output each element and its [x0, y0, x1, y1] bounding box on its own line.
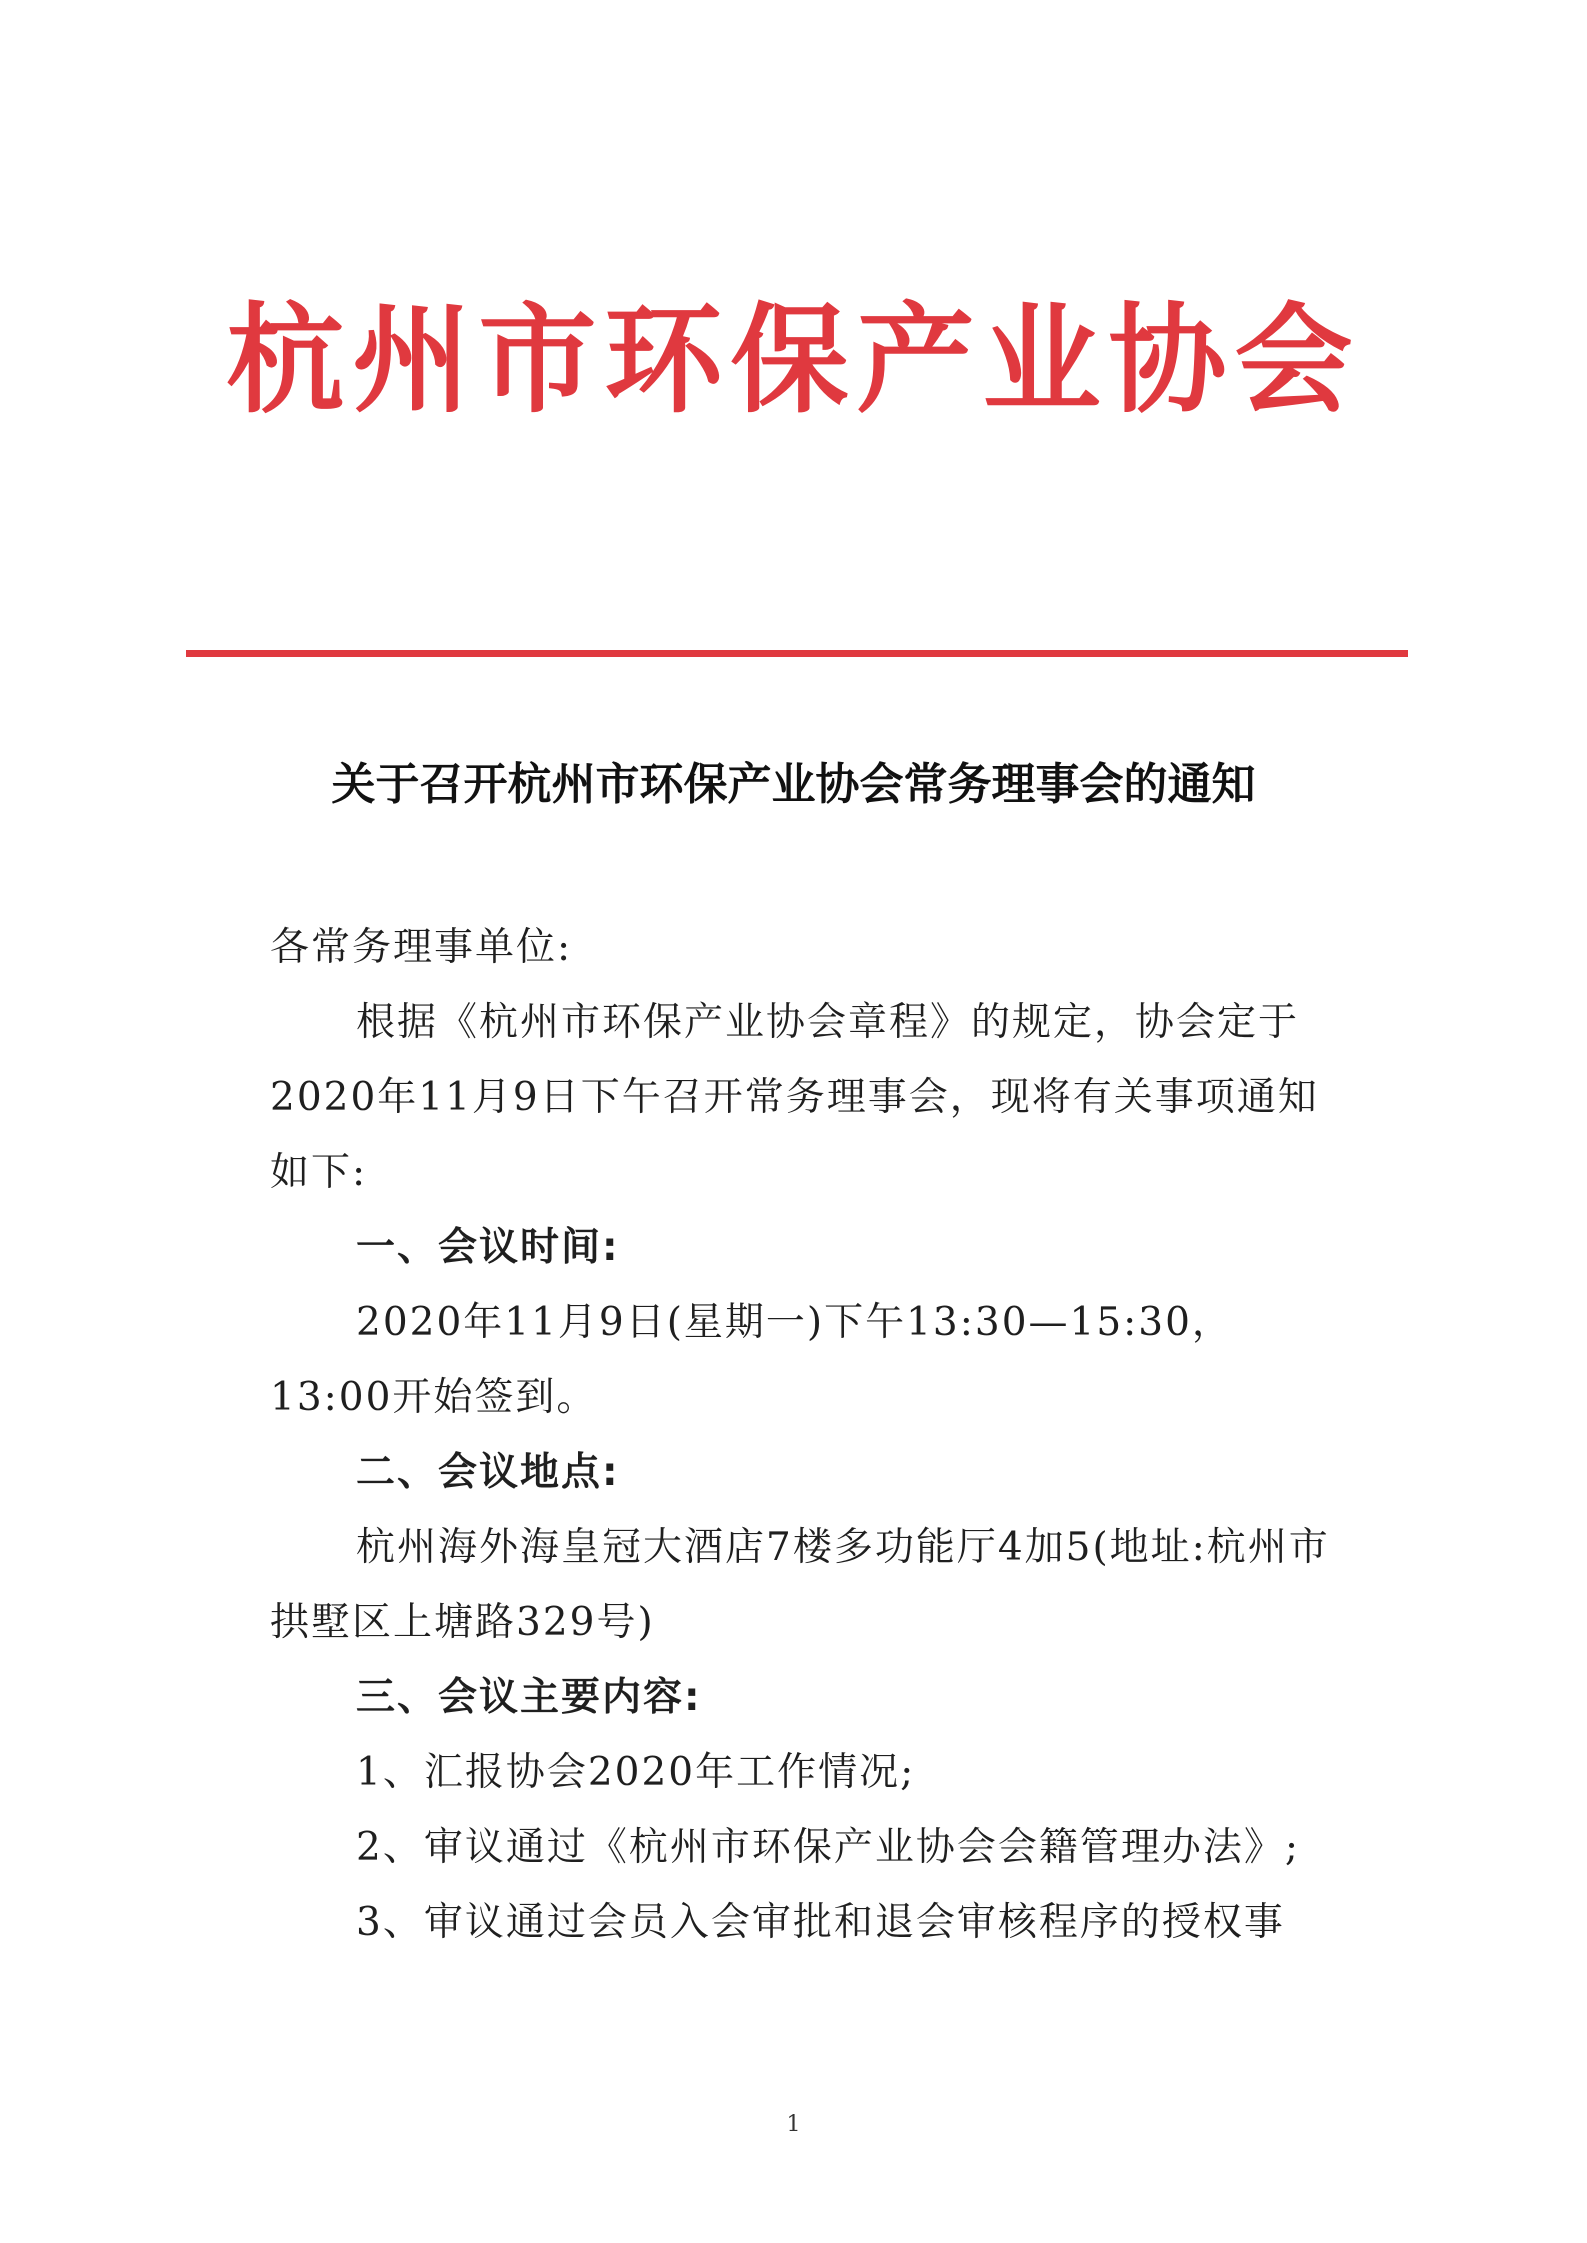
agenda-item: 2、审议通过《杭州市环保产业协会会籍管理办法》; [356, 1825, 1300, 1870]
intro-paragraph: 根据《杭州市环保产业协会章程》的规定，协会定于2020年11月9日下午召开常务理事会，现将有关事项通知如下: [270, 1000, 1319, 1195]
section-heading-agenda: 三、会议主要内容: [356, 1675, 702, 1720]
letterhead-title: 杭州市环保产业协会 [226, 290, 1361, 429]
notice-body [270, 910, 1340, 1960]
agenda-item: 1、汇报协会2020年工作情况; [356, 1750, 916, 1795]
section-content-location: 杭州海外海皇冠大酒店7楼多功能厅4加5(地址:杭州市拱墅区上塘路329号) [270, 1525, 1330, 1645]
section-content-time: 2020年11月9日(星期一)下午13:30—15:30，13:00开始签到。 [270, 1300, 1233, 1420]
agenda-item: 3、审议通过会员入会审批和退会审核程序的授权事 [356, 1900, 1285, 1945]
section-heading-time: 一、会议时间: [356, 1225, 620, 1270]
letterhead-divider [186, 650, 1408, 657]
salutation: 各常务理事单位: [270, 925, 573, 970]
notice-title: 关于召开杭州市环保产业协会常务理事会的通知 [331, 759, 1256, 810]
section-heading-location: 二、会议地点: [356, 1450, 620, 1495]
page-number: 1 [786, 2112, 801, 2137]
